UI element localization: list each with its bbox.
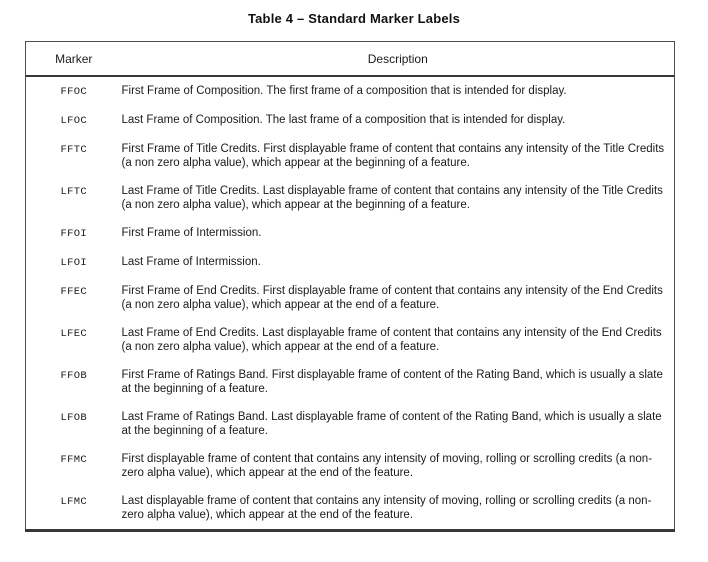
marker-description: First Frame of Ratings Band. First displayable frame of content of the Rating Band, which is usually a slate at the beginning of a feature. <box>121 369 663 395</box>
table-row <box>26 277 675 319</box>
table-row <box>26 487 675 531</box>
marker-code: LFOI <box>60 257 87 269</box>
marker-code: LFMC <box>60 496 87 508</box>
marker-description: Last Frame of Intermission. <box>121 256 261 268</box>
marker-code: LFTC <box>60 186 87 198</box>
marker-code: LFOC <box>60 115 87 127</box>
marker-description: First Frame of Intermission. <box>121 227 262 239</box>
table-row <box>26 248 675 277</box>
marker-code: FFEC <box>60 286 87 298</box>
header-row <box>26 42 675 77</box>
column-header-description: Description <box>122 42 675 77</box>
marker-code: FFOC <box>60 86 87 98</box>
marker-description: Last Frame of End Credits. Last displayable frame of content that contains any intensity of the End Credits (a non zero alpha value), which appear at the end of a feature. <box>121 327 662 353</box>
marker-description: Last displayable frame of content that contains any intensity of moving, rolling or scrolling credits (a non-zero alpha value), which appear at the end of the feature. <box>121 495 652 521</box>
marker-code: FFMC <box>60 454 87 466</box>
marker-description: Last Frame of Title Credits. Last displayable frame of content that contains any intensity of the Title Credits (a non zero alpha value), which appear at the beginning of a feature. <box>121 185 663 211</box>
standard-marker-labels-table <box>25 41 675 532</box>
table-row <box>26 135 675 177</box>
marker-code: FFTC <box>60 144 87 156</box>
marker-code: LFEC <box>60 328 87 340</box>
marker-description: First Frame of Title Credits. First displayable frame of content that contains any intensity of the Title Credits (a non zero alpha value), which appear at the beginning of a feature. <box>121 143 665 169</box>
marker-description: First displayable frame of content that contains any intensity of moving, rolling or scrolling credits (a non-zero alpha value), which appear at the end of the feature. <box>121 453 653 479</box>
table-caption: Table 4 – Standard Marker Labels <box>247 11 461 26</box>
marker-description: First Frame of End Credits. First displayable frame of content that contains any intensity of the End Credits (a non zero alpha value), which appear at the end of a feature. <box>121 285 663 311</box>
table-row <box>26 319 675 361</box>
table-row <box>26 219 675 248</box>
table-row <box>26 445 675 487</box>
marker-description: Last Frame of Composition. The last frame of a composition that is intended for display. <box>121 114 566 126</box>
marker-code: FFOI <box>60 228 87 240</box>
marker-description: Last Frame of Ratings Band. Last displayable frame of content of the Rating Band, which is usually a slate at the beginning of a feature. <box>121 411 662 437</box>
marker-code: FFOB <box>60 370 87 382</box>
marker-description: First Frame of Composition. The first frame of a composition that is intended for display. <box>121 85 567 97</box>
table-row <box>26 361 675 403</box>
table-row <box>26 177 675 219</box>
table-row <box>26 76 675 106</box>
marker-code: LFOB <box>60 412 87 424</box>
table-row <box>26 106 675 135</box>
column-header-marker: Marker <box>26 42 122 77</box>
table-row <box>26 403 675 445</box>
